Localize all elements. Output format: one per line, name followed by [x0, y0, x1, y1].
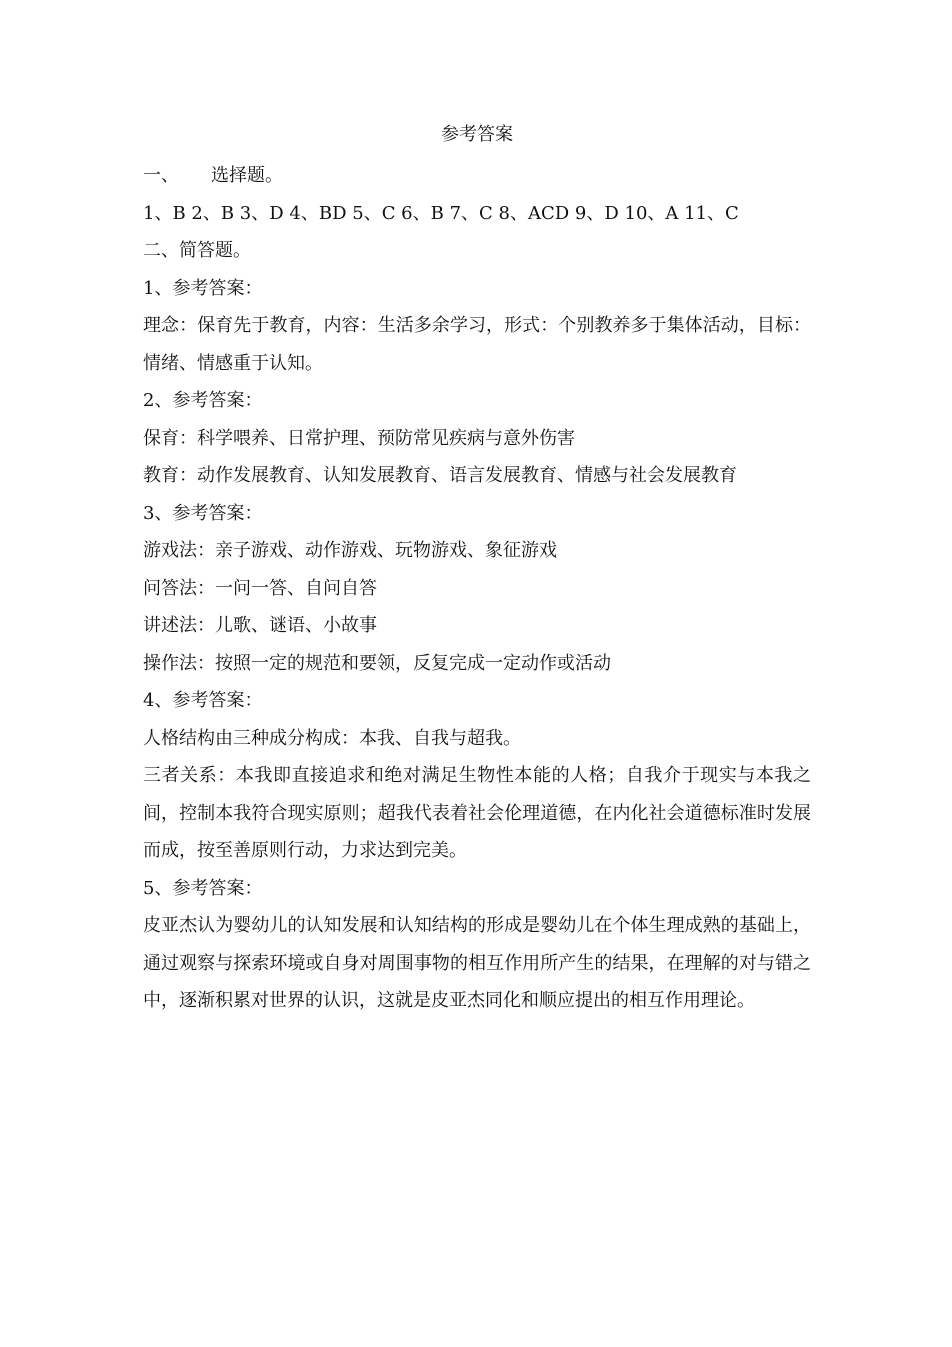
section-heading-multiple-choice	[143, 157, 811, 195]
answer-text-2-line-2: 教育：动作发展教育、认知发展教育、语言发展教育、情感与社会发展教育	[143, 465, 737, 486]
answer-label-1: 1、参考答案：	[143, 277, 263, 299]
answer-text-3-line-1: 游戏法：亲子游戏、动作游戏、玩物游戏、象征游戏	[143, 540, 557, 561]
answer-label-4: 4、参考答案：	[143, 690, 263, 711]
section-heading-short-answer: 二、简答题。	[143, 240, 251, 261]
answer-label-2: 2、参考答案：	[143, 390, 263, 411]
answer-text-3-line-2: 问答法：一问一答、自问自答	[143, 577, 377, 599]
document-content	[143, 120, 811, 1020]
answer-text-5: 皮亚杰认为婴幼儿的认知发展和认知结构的形成是婴幼儿在个体生理成熟的基础上，通过观察与探索环境或自身对周围事物的相互作用所产生的结果，在理解的对与错之中，逐渐积累对世界的认识，这就是皮亚杰同化和顺应提出的相互作用理论。	[143, 915, 811, 1011]
multiple-choice-answers: 1、B 2、B 3、D 4、BD 5、C 6、B 7、C 8、ACD 9、D 10、A 11、C	[143, 202, 739, 224]
answer-text-3-line-4: 操作法：按照一定的规范和要领，反复完成一定动作或活动	[143, 652, 611, 674]
answer-text-1: 理念：保育先于教育，内容：生活多余学习，形式：个别教养多于集体活动，目标：情绪、情感重于认知。	[143, 315, 811, 374]
page-title: 参考答案	[441, 124, 513, 145]
answer-text-4-paragraph: 三者关系：本我即直接追求和绝对满足生物性本能的人格；自我介于现实与本我之间，控制本我符合现实原则；超我代表着社会伦理道德，在内化社会道德标准时发展而成，按至善原则行动，力求达到完美。	[143, 765, 811, 861]
answer-text-2-line-1: 保育：科学喂养、日常护理、预防常见疾病与意外伤害	[143, 427, 575, 449]
answer-label-3: 3、参考答案：	[143, 502, 263, 524]
answer-label-5: 5、参考答案：	[143, 877, 263, 899]
answer-text-4-line-1: 人格结构由三种成分构成：本我、自我与超我。	[143, 727, 521, 749]
answer-text-3-line-3: 讲述法：儿歌、谜语、小故事	[143, 615, 377, 636]
section-number: 一、	[143, 165, 179, 186]
section-label: 选择题。	[211, 165, 283, 186]
